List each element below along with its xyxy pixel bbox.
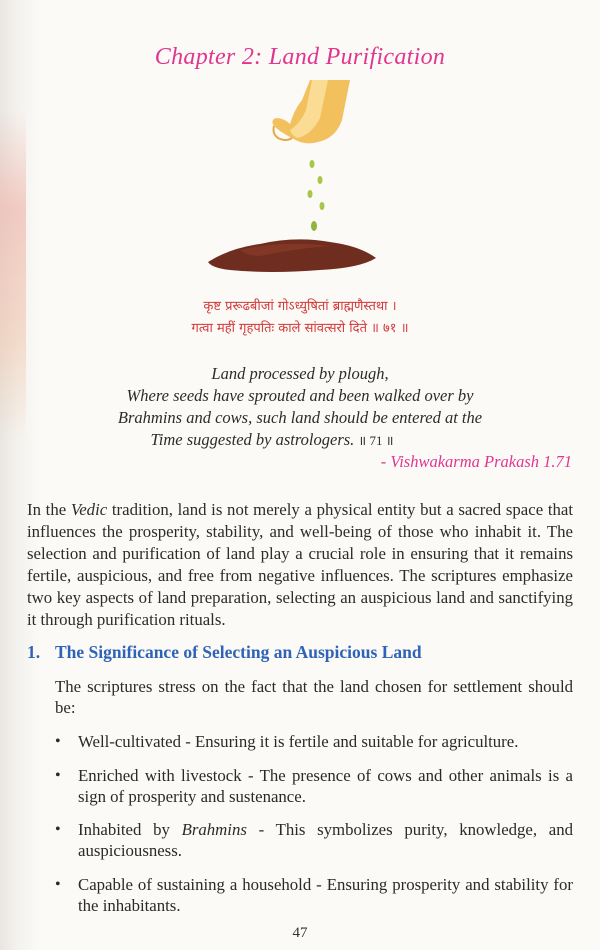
list-item xyxy=(55,765,573,807)
sanskrit-verse-line-1: कृष्ट प्ररूढबीजां गोऽध्युषितां ब्राह्मणैस्तथा । xyxy=(203,299,397,314)
seed-drop xyxy=(308,190,313,198)
list-item xyxy=(55,731,573,752)
section-intro: The scriptures stress on the fact that the land chosen for settlement should be: xyxy=(55,677,573,717)
section-heading xyxy=(27,642,422,663)
translation-line-2: Where seeds have sprouted and been walked over by xyxy=(126,386,474,405)
paragraph-rest: tradition, land is not merely a physical entity but a sacred space that influences the prosperity, stability, and well-being of those who inhabit it. The selection and purification of land play a crucial role in ensuring that it remains fertile, auspicious, and free from negative influences. The scriptures emphasize two key aspects of land preparation, selecting an auspicious land and sanctifying it through purification rituals. xyxy=(27,500,573,629)
list-item-text: Enriched with livestock - The presence of cows and other animals is a sign of prosperity and sustenance. xyxy=(78,766,573,806)
seed-drop xyxy=(320,202,325,210)
bullet-icon: • xyxy=(55,733,61,750)
seed-drop xyxy=(318,176,323,184)
verse-number: ॥ 71 ॥ xyxy=(358,433,394,448)
bullet-icon: • xyxy=(55,876,61,893)
list-item-rest: - This symbolizes purity, knowledge, and auspiciousness. xyxy=(78,820,574,860)
bullet-icon: • xyxy=(55,767,61,784)
paragraph-lead: In the xyxy=(27,500,71,519)
verse-citation: - Vishwakarma Prakash 1.71 xyxy=(380,452,572,471)
section-number: 1. xyxy=(27,642,41,662)
translation-line-4 xyxy=(0,430,572,450)
translation-line-3: Brahmins and cows, such land should be entered at the xyxy=(117,408,483,427)
seed-sowing-illustration xyxy=(200,80,380,280)
translation-line-1: Land processed by plough, xyxy=(211,364,389,383)
page-number: 47 xyxy=(292,925,308,941)
sanskrit-verse-line-2: गत्वा महीं गृहपतिः काले सांवत्सरो दिते ॥ ७१ ॥ xyxy=(191,321,409,336)
seed-drop xyxy=(311,221,317,231)
list-item-text xyxy=(78,819,573,861)
list-item-italic-term: Brahmins xyxy=(181,820,247,839)
chapter-title: Chapter 2: Land Purification xyxy=(154,44,446,70)
body-paragraph xyxy=(27,499,573,631)
list-item xyxy=(55,874,573,916)
section-title: The Significance of Selecting an Auspicious Land xyxy=(55,642,422,662)
translation-line-4-text: Time suggested by astrologers. xyxy=(150,430,355,449)
seed-drop xyxy=(310,160,315,168)
list-item-text: Capable of sustaining a household - Ensuring prosperity and stability for the inhabitants. xyxy=(78,875,573,915)
list-item xyxy=(55,819,573,861)
list-item-text: Well-cultivated - Ensuring it is fertile and suitable for agriculture. xyxy=(78,732,519,751)
bullet-icon: • xyxy=(55,821,61,838)
list-item-lead: Inhabited by xyxy=(78,820,182,839)
paragraph-italic-term: Vedic xyxy=(70,500,108,519)
